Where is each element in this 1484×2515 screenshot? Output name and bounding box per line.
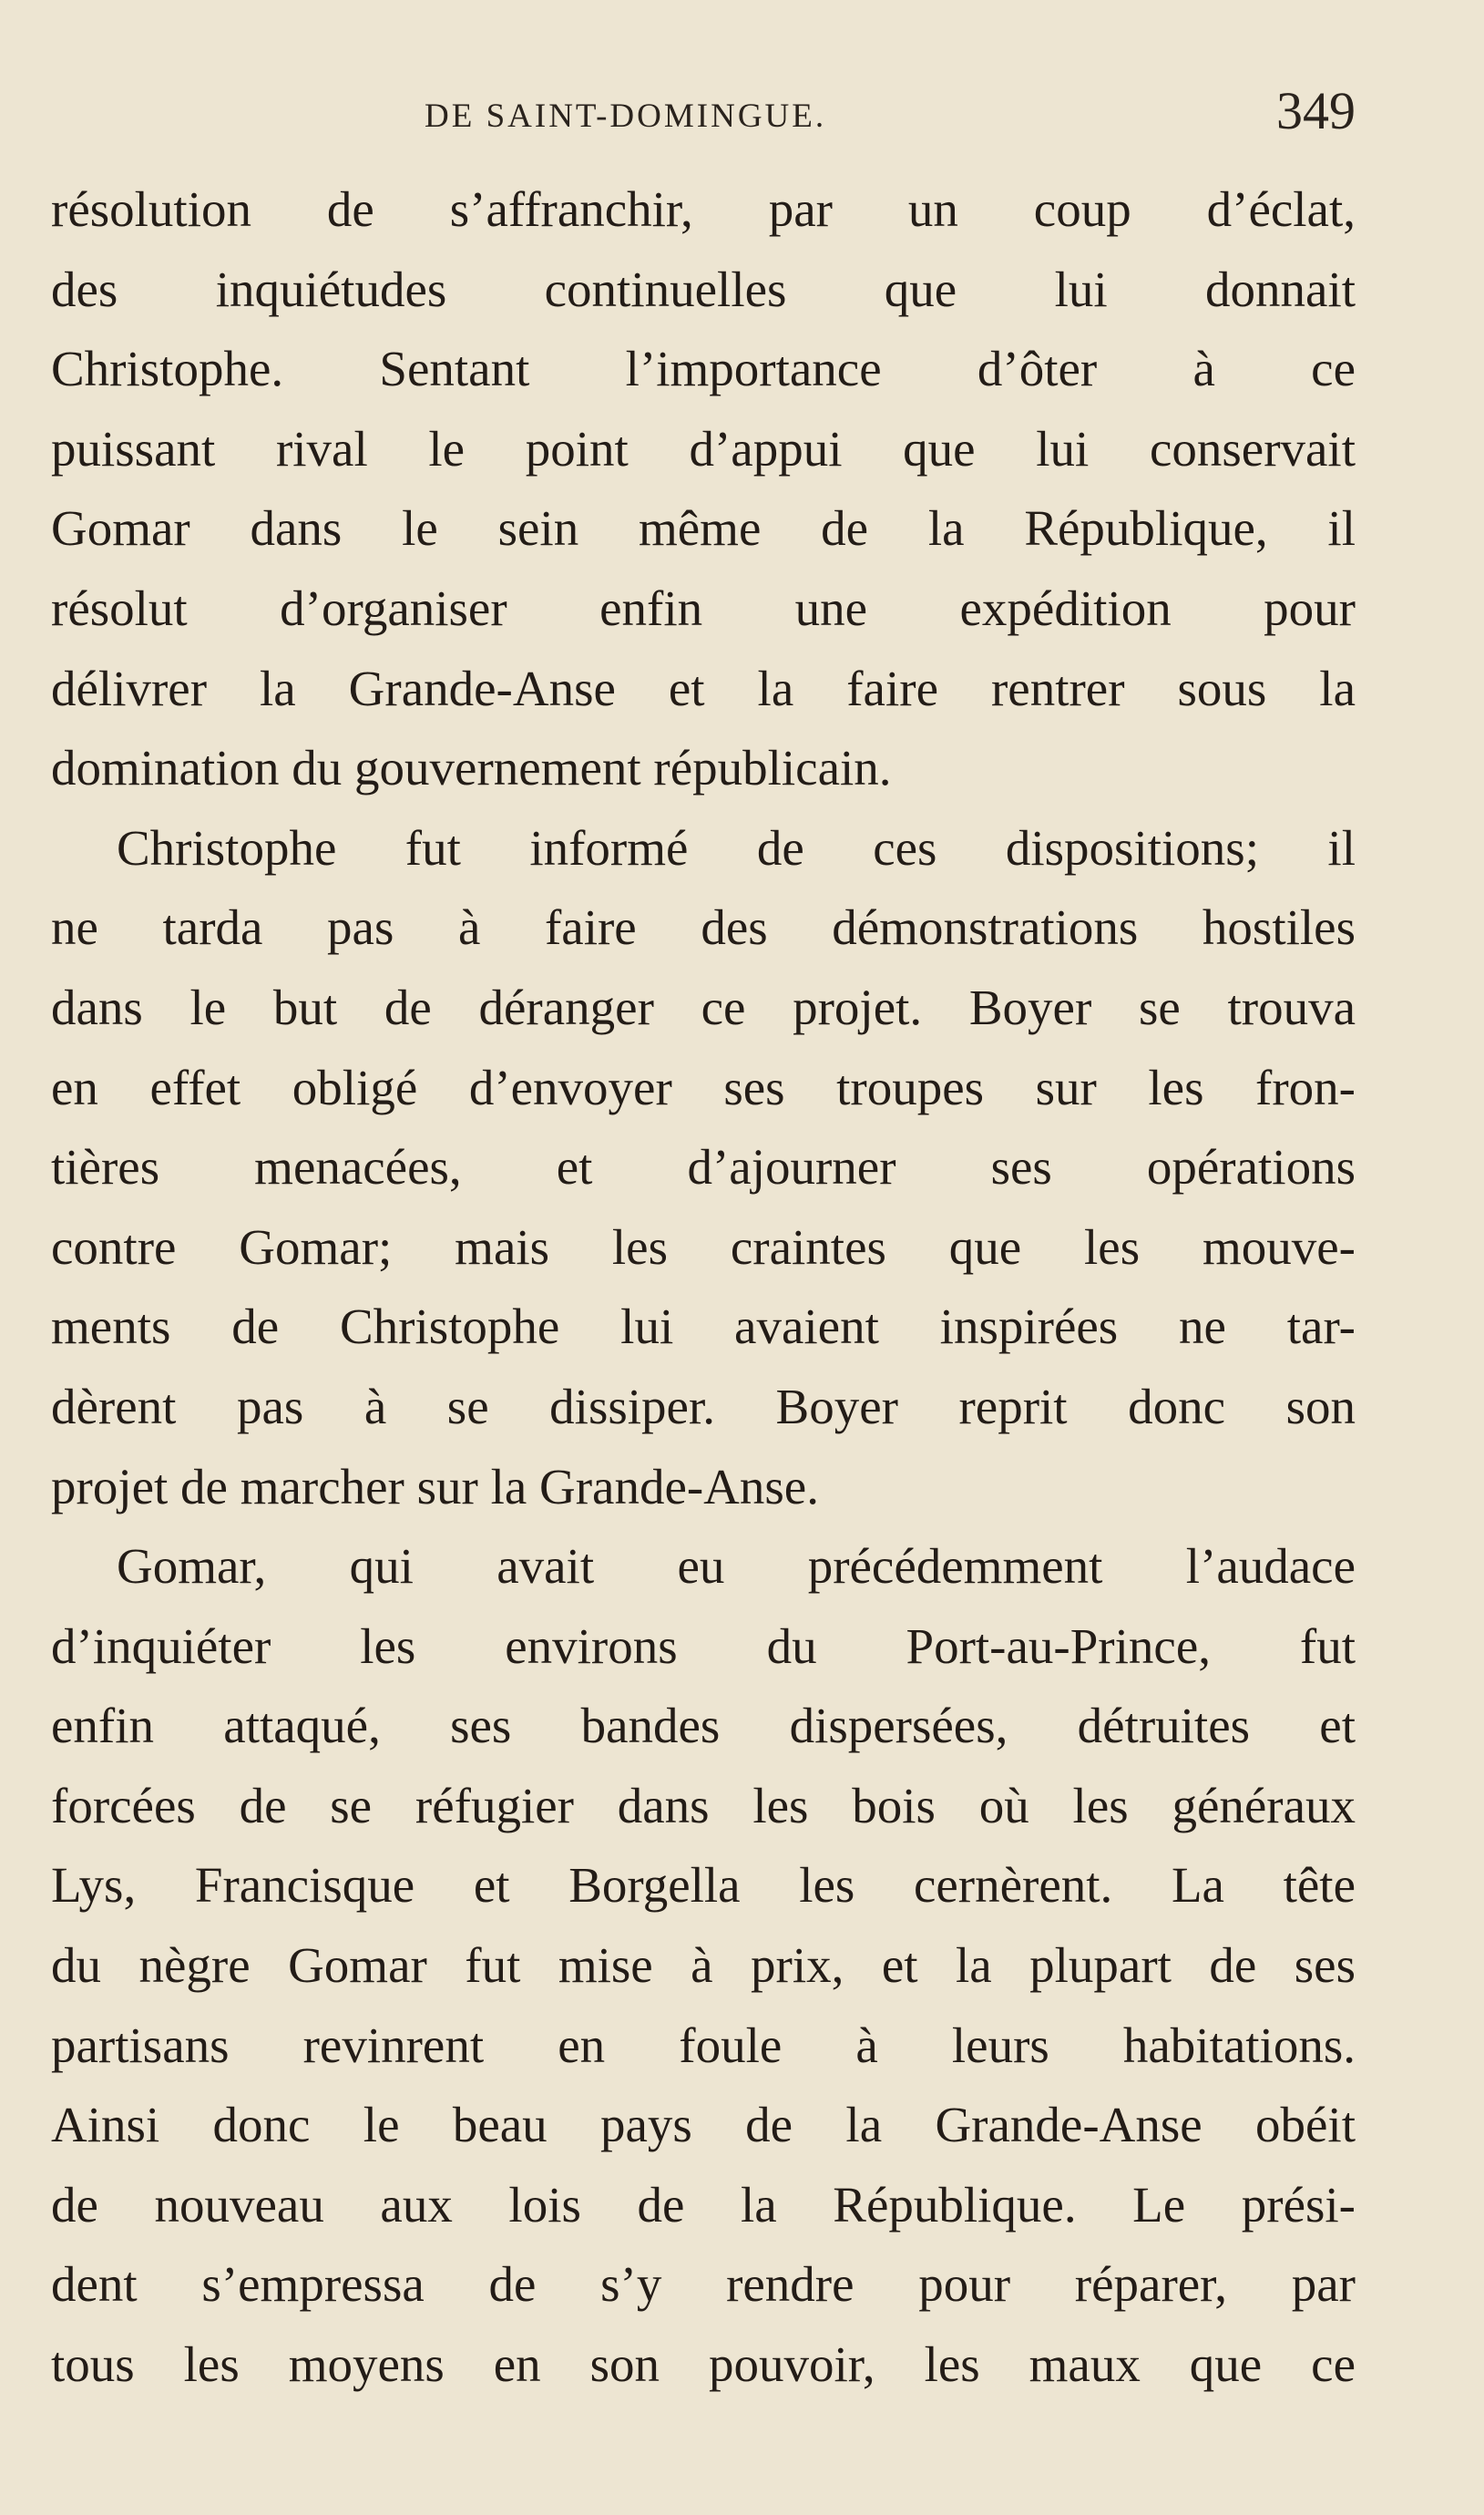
text-line: tières menacées, et d’ajourner ses opérations	[51, 1139, 1356, 1196]
text-line: enfin attaqué, ses bandes dispersées, détruites et	[51, 1698, 1356, 1754]
text-line: partisans revinrent en foule à leurs habitations.	[51, 2017, 1356, 2073]
paragraph-start-line: Gomar, qui avait eu précédemment l’audace	[117, 1538, 1356, 1595]
text-line: dans le but de déranger ce projet. Boyer se trouva	[51, 979, 1356, 1035]
text-line: ments de Christophe lui avaient inspirées ne tar-	[51, 1299, 1356, 1355]
text-line: Gomar dans le sein même de la République, il	[51, 500, 1356, 557]
text-line: dèrent pas à se dissiper. Boyer reprit donc son	[51, 1378, 1356, 1434]
paragraph-end-line: projet de marcher sur la Grande-Anse.	[51, 1458, 819, 1514]
page-header	[51, 80, 1356, 162]
text-line: du nègre Gomar fut mise à prix, et la plupart de ses	[51, 1937, 1356, 1994]
text-line: Ainsi donc le beau pays de la Grande-Anse obéit	[51, 2097, 1356, 2153]
text-line: résolution de s’affranchir, par un coup d’éclat,	[51, 181, 1356, 237]
text-line: dent s’empressa de s’y rendre pour réparer, par	[51, 2256, 1356, 2313]
text-line: des inquiétudes continuelles que lui donnait	[51, 261, 1356, 317]
text-line: puissant rival le point d’appui que lui conservait	[51, 420, 1356, 477]
text-line: forcées de se réfugier dans les bois où les généraux	[51, 1777, 1356, 1833]
text-line: Christophe. Sentant l’importance d’ôter à ce	[51, 341, 1356, 397]
text-line: contre Gomar; mais les craintes que les mouve-	[51, 1218, 1356, 1275]
text-line: en effet obligé d’envoyer ses troupes sur les fron-	[51, 1059, 1356, 1115]
text-line: de nouveau aux lois de la République. Le prési-	[51, 2176, 1356, 2233]
text-line: résolut d’organiser enfin une expédition pour	[51, 580, 1356, 636]
paragraph-end-line: domination du gouvernement républicain.	[51, 740, 892, 796]
text-line: délivrer la Grande-Anse et la faire rentrer sous la	[51, 660, 1356, 716]
text-line: ne tarda pas à faire des démonstrations hostiles	[51, 899, 1356, 956]
page-number: 349	[1276, 81, 1356, 140]
text-line: Lys, Francisque et Borgella les cernèrent. La tête	[51, 1857, 1356, 1914]
text-line: tous les moyens en son pouvoir, les maux que ce	[51, 2336, 1356, 2393]
paragraph-start-line: Christophe fut informé de ces dispositions; il	[117, 819, 1356, 876]
text-line: d’inquiéter les environs du Port-au-Prince, fut	[51, 1617, 1356, 1674]
running-head: DE SAINT-DOMINGUE.	[425, 98, 827, 135]
body-text	[51, 169, 1356, 2405]
